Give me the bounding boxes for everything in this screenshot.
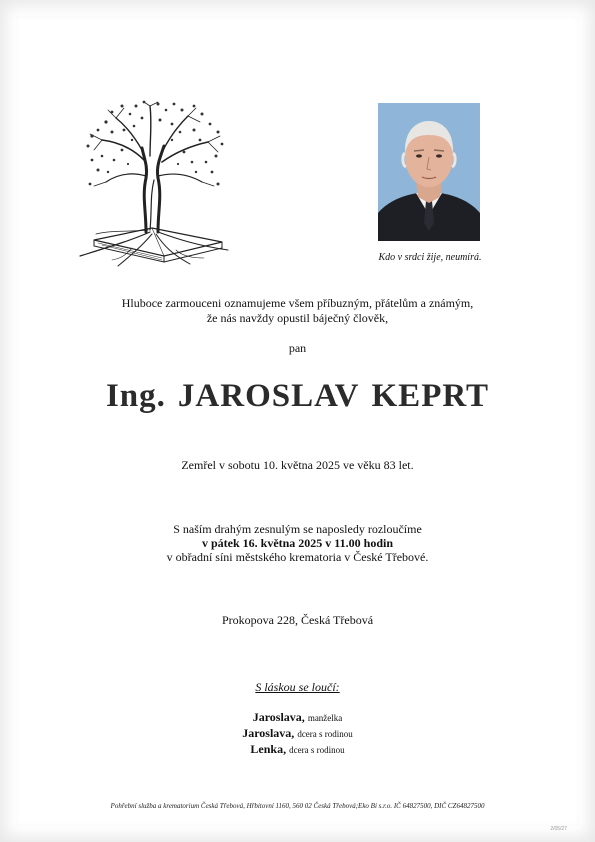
name-title: Ing. (105, 378, 166, 414)
mourner-relation: dcera s rodinou (289, 745, 345, 755)
motto: Kdo v srdci žije, neumírá. (378, 252, 482, 263)
mourner-name: Lenka, (250, 742, 287, 756)
print-stamp: 2/05/27 (550, 826, 567, 832)
farewell-info (40, 522, 555, 564)
mourner-item (40, 726, 555, 742)
farewell-line-1: S naším drahým zesnulým se naposledy rozloučíme (173, 522, 422, 536)
announcement-text (40, 296, 555, 326)
address: Prokopova 228, Česká Třebová (221, 613, 374, 627)
mourner-item (40, 742, 555, 758)
mourner-item (40, 710, 555, 726)
mourner-relation: manželka (307, 713, 343, 723)
tree-icon (72, 100, 232, 270)
salutation: pan (288, 341, 307, 355)
mourner-name: Jaroslava, (242, 726, 295, 740)
death-info: Zemřel v sobotu 10. května 2025 ve věku 83 let. (181, 458, 414, 472)
mourner-name: Jaroslava, (252, 710, 305, 724)
farewell-date: v pátek 16. května 2025 v 11.00 hodin (201, 536, 394, 550)
mourners-list (40, 710, 555, 758)
announcement-line-2: že nás navždy opustil báječný člověk, (206, 311, 389, 325)
footer-funeral-service: Pohřební služba a krematorium Česká Třebová, Hřbitovní 1160, 560 02 Česká Třebová;Eko Bi s.r.o. IČ 64827500, DIČ CZ64827500 (110, 802, 485, 810)
deceased-name (40, 378, 555, 415)
farewell-place: v obřadní síni městského krematoria v České Třebové. (166, 550, 429, 564)
announcement-line-1: Hluboce zarmouceni oznamujeme všem příbuzným, přátelům a známým, (121, 296, 474, 310)
love-heading: S láskou se loučí: (255, 680, 340, 694)
mourner-relation: dcera s rodinou (297, 729, 353, 739)
name-first: JAROSLAV (177, 378, 360, 414)
portrait-photo (378, 103, 480, 241)
name-last: KEPRT (371, 378, 490, 414)
